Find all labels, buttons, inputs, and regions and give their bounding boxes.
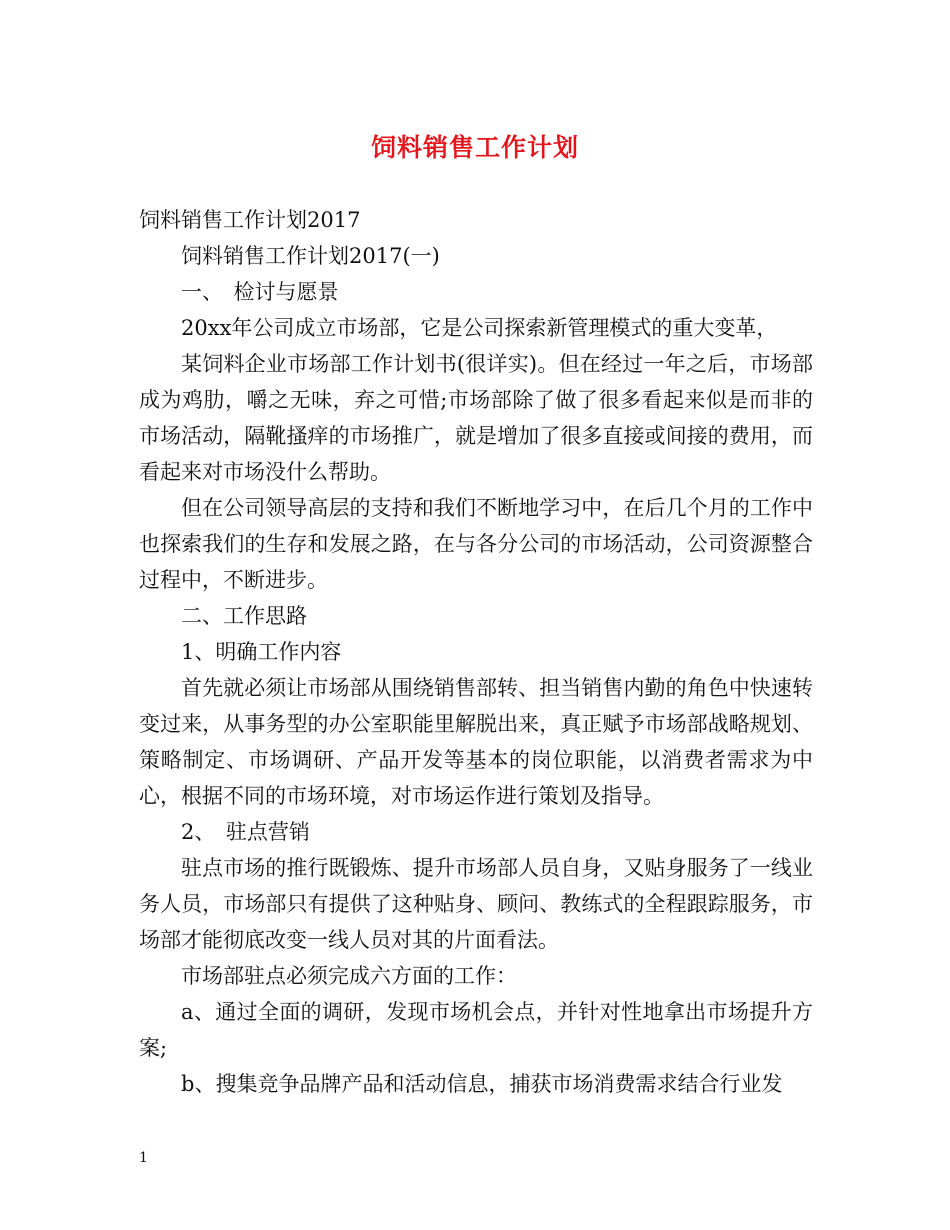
paragraph: 饲料销售工作计划2017(一)	[181, 244, 440, 268]
paragraph: 但在公司领导高层的支持和我们不断地学习中，在后几个月的工作中也探索我们的生存和发展之路，在与各分公司的市场活动，公司资源整合过程中，不断进步。	[139, 496, 813, 592]
paragraph: b、搜集竞争品牌产品和活动信息，捕获市场消费需求结合行业发	[181, 1072, 783, 1096]
paragraph: 饲料销售工作计划2017	[139, 208, 361, 232]
paragraph: 首先就必须让市场部从围绕销售部转、担当销售内勤的角色中快速转变过来，从事务型的办公室职能里解脱出来，真正赋予市场部战略规划、策略制定、市场调研、产品开发等基本的岗位职能，以消费者需求为中心，根据不同的市场环境，对市场运作进行策划及指导。	[139, 676, 813, 808]
page-number: 1	[139, 1150, 148, 1166]
paragraph: 1、明确工作内容	[181, 640, 342, 664]
document-title: 饲料销售工作计划	[370, 133, 579, 162]
paragraph: 某饲料企业市场部工作计划书(很详实)。但在经过一年之后，市场部成为鸡肋，嚼之无味，弃之可惜;市场部除了做了很多看起来似是而非的市场活动，隔靴搔痒的市场推广，就是增加了很多直接或间接的费用，而看起来对市场没什么帮助。	[139, 352, 813, 484]
paragraph: 驻点市场的推行既锻炼、提升市场部人员自身，又贴身服务了一线业务人员，市场部只有提供了这种贴身、顾问、教练式的全程跟踪服务，市场部才能彻底改变一线人员对其的片面看法。	[139, 856, 813, 952]
paragraph: 20xx年公司成立市场部，它是公司探索新管理模式的重大变革，	[181, 316, 778, 340]
paragraph: 二、工作思路	[181, 604, 307, 628]
paragraph: a、通过全面的调研，发现市场机会点，并针对性地拿出市场提升方案;	[139, 1000, 813, 1060]
document-body	[139, 202, 813, 1102]
paragraph: 市场部驻点必须完成六方面的工作：	[181, 964, 517, 988]
paragraph: 2、 驻点营销	[181, 820, 310, 844]
paragraph: 一、 检讨与愿景	[181, 280, 339, 304]
